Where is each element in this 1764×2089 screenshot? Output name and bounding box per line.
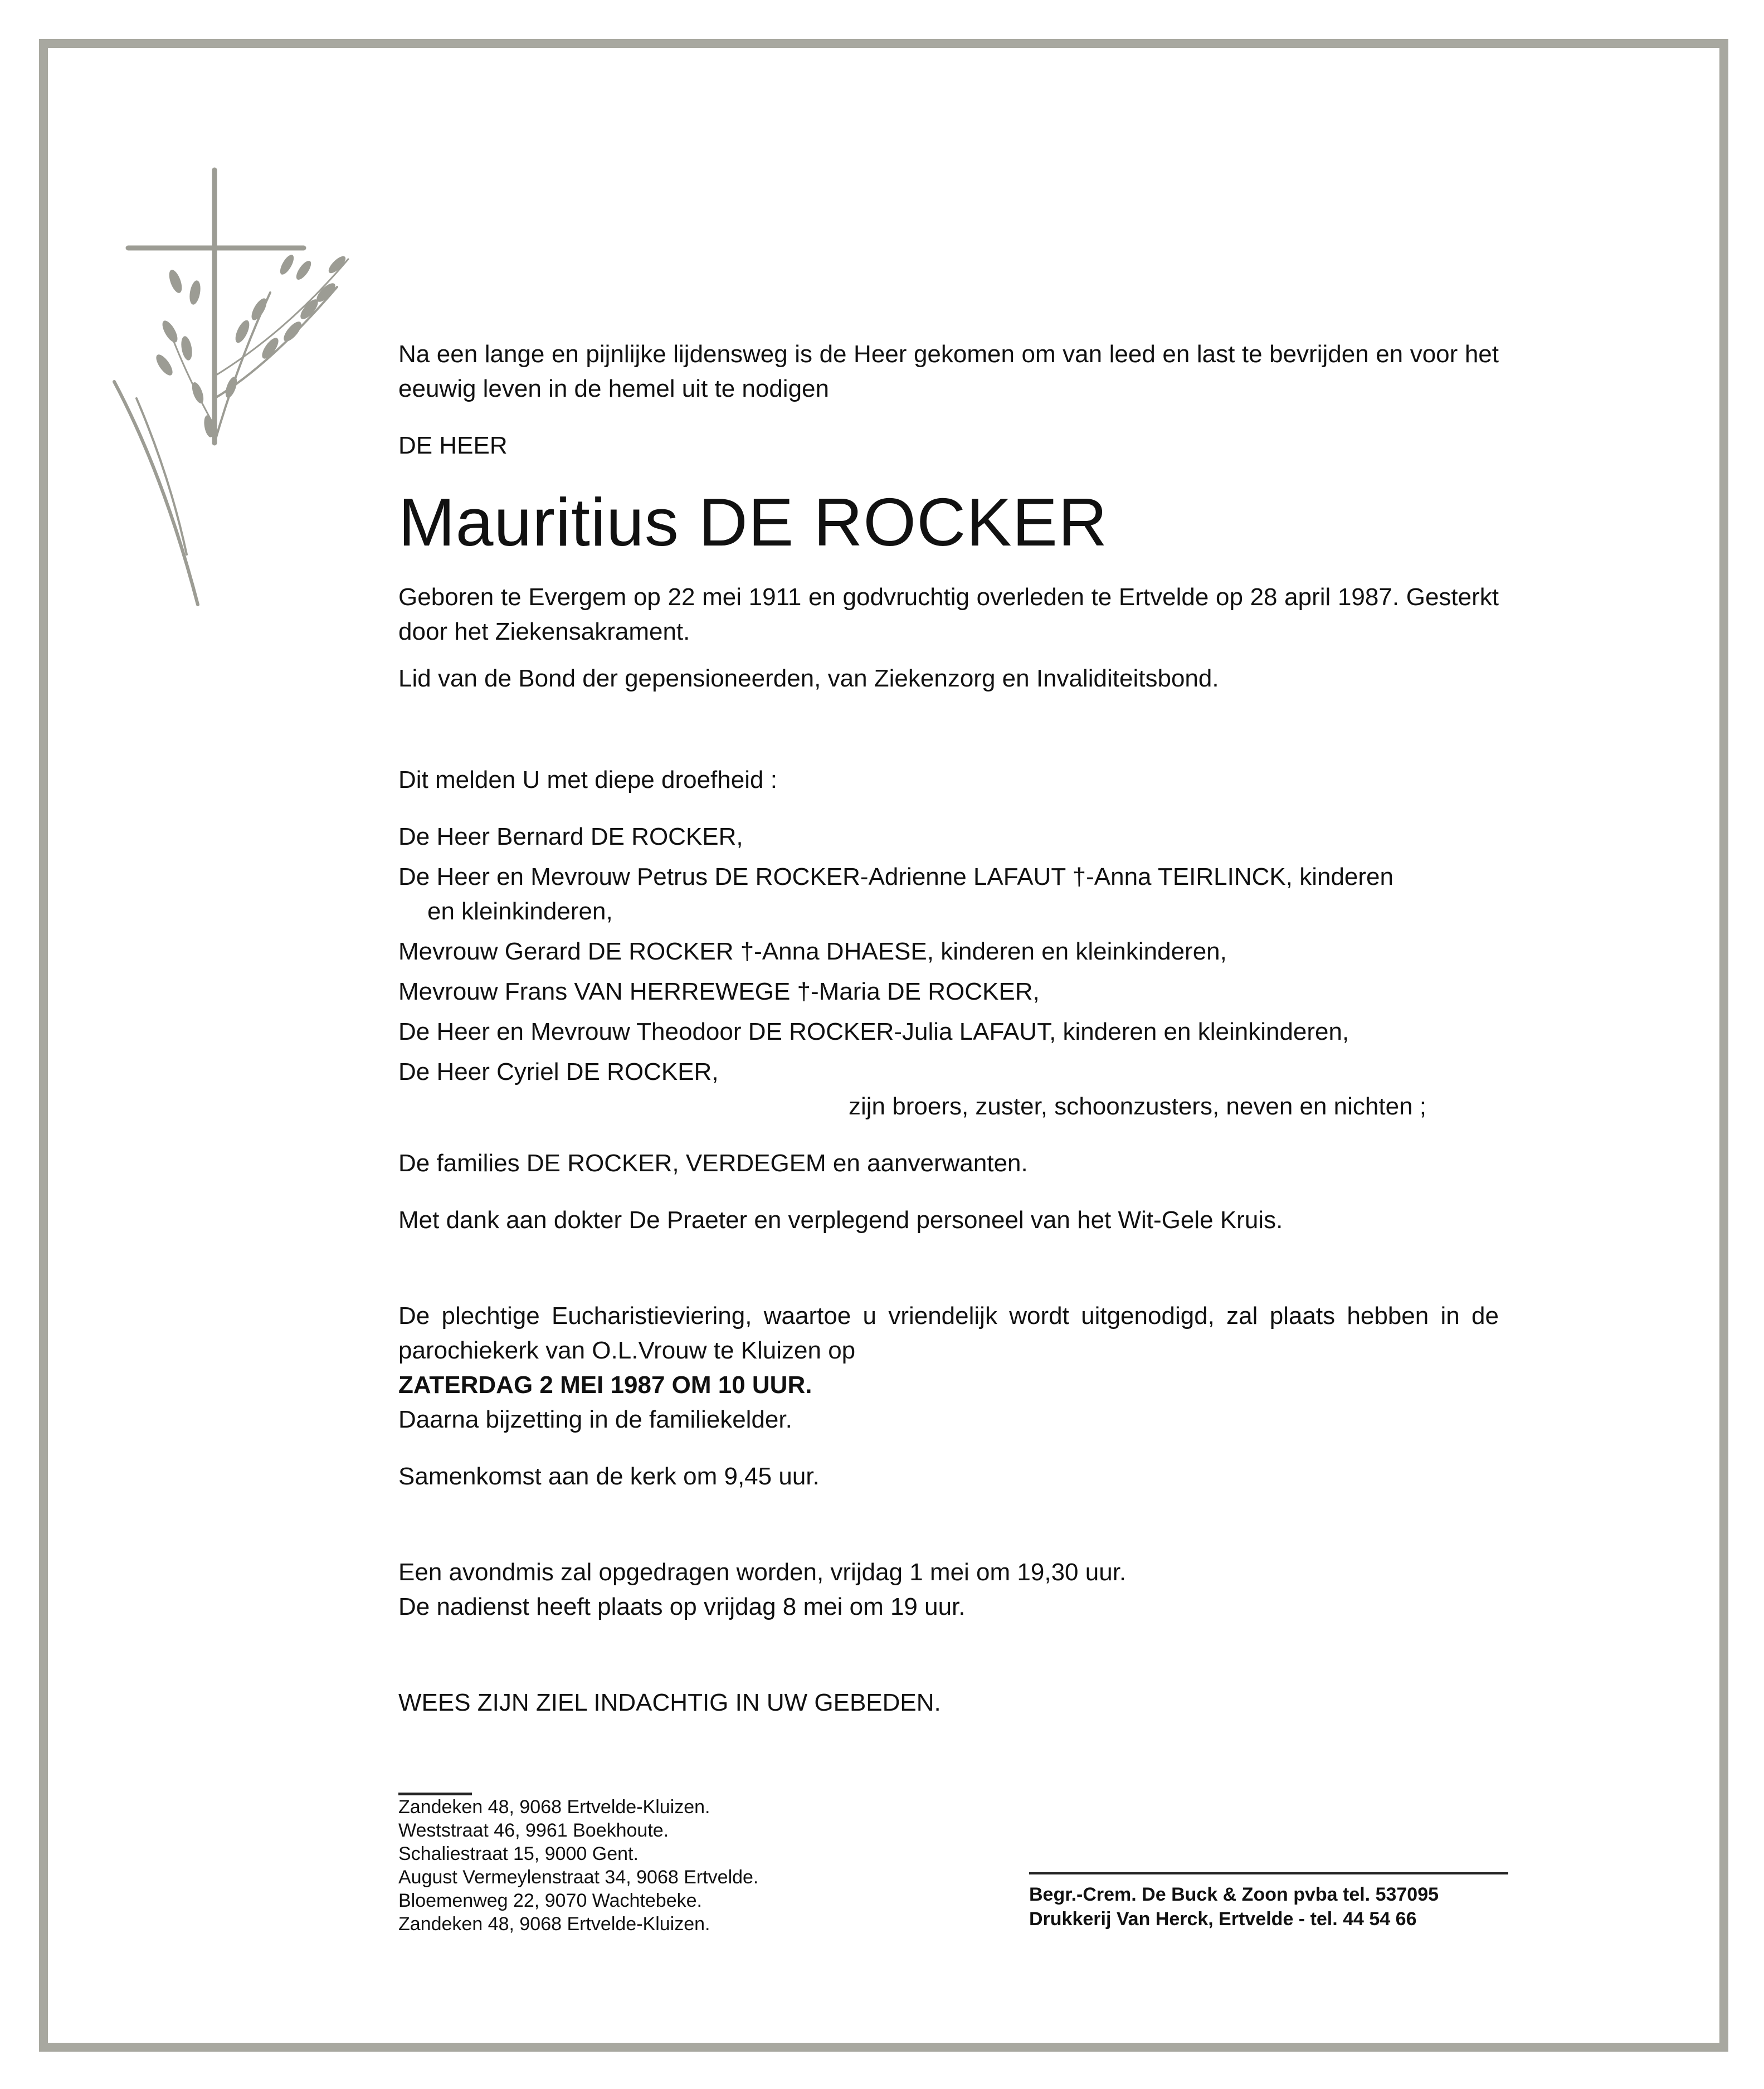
mourner-line: Mevrouw Gerard DE ROCKER †-Anna DHAESE, kinderen en kleinkinderen, <box>398 938 1227 965</box>
service-text: De plechtige Eucharistieviering, waartoe u vriendelijk wordt uitgenodigd, zal plaats hebben in de parochiekerk van O.L.Vrouw te Kluizen op <box>398 1302 1499 1364</box>
service-date: ZATERDAG 2 MEI 1987 OM 10 UUR. <box>398 1371 812 1399</box>
announce-intro: Dit melden U met diepe droefheid : <box>398 766 777 793</box>
membership-text: Lid van de Bond der gepensioneerden, van Ziekenzorg en Invaliditeitsbond. <box>398 665 1219 692</box>
mourner-line: De Heer en Mevrouw Petrus DE ROCKER-Adrienne LAFAUT †-Anna TEIRLINCK, kinderen <box>398 863 1393 890</box>
printer-line: Begr.-Crem. De Buck & Zoon pvba tel. 537095 <box>1029 1884 1439 1905</box>
address-line: Zandeken 48, 9068 Ertvelde-Kluizen. <box>398 1796 710 1818</box>
address-line: Weststraat 46, 9961 Boekhoute. <box>398 1820 669 1841</box>
address-list <box>398 1795 758 1936</box>
mourner-line: De Heer Bernard DE ROCKER, <box>398 823 743 850</box>
printer-info <box>1029 1872 1508 1931</box>
families-text: De families DE ROCKER, VERDEGEM en aanverwanten. <box>398 1150 1028 1177</box>
cross-with-wheat-icon <box>103 164 371 610</box>
mourners-list <box>398 820 1499 1124</box>
burial-text: Daarna bijzetting in de familiekelder. <box>398 1406 792 1433</box>
printer-line: Drukkerij Van Herck, Ertvelde - tel. 44 54 66 <box>1029 1908 1417 1930</box>
evening-mass-text: Een avondmis zal opgedragen worden, vrijdag 1 mei om 19,30 uur. <box>398 1559 1127 1586</box>
thanks-text: Met dank aan dokter De Praeter en verplegend personeel van het Wit-Gele Kruis. <box>398 1206 1283 1234</box>
mourner-line: De Heer en Mevrouw Theodoor DE ROCKER-Julia LAFAUT, kinderen en kleinkinderen, <box>398 1018 1349 1045</box>
address-line: Zandeken 48, 9068 Ertvelde-Kluizen. <box>398 1913 710 1935</box>
relation-text: zijn broers, zuster, schoonzusters, neven en nichten ; <box>849 1093 1427 1120</box>
birth-death-text: Geboren te Evergem op 22 mei 1911 en godvruchtig overleden te Ertvelde op 28 april 1987. Gesterkt door het Ziekensakrament. <box>398 583 1499 645</box>
gathering-text: Samenkomst aan de kerk om 9,45 uur. <box>398 1463 820 1490</box>
deceased-name: Mauritius DE ROCKER <box>398 484 1108 560</box>
intro-text: Na een lange en pijnlijke lijdensweg is de Heer gekomen om van leed en last te bevrijden en voor het eeuwig leven in de hemel uit te nodigen <box>398 340 1499 402</box>
address-line: August Vermeylenstraat 34, 9068 Ertvelde. <box>398 1867 759 1888</box>
honorific: DE HEER <box>398 432 508 459</box>
address-line: Schaliestraat 15, 9000 Gent. <box>398 1843 639 1864</box>
announcement-body <box>398 337 1499 1795</box>
mourner-line: Mevrouw Frans VAN HERREWEGE †-Maria DE ROCKER, <box>398 978 1040 1005</box>
mourner-line: en kleinkinderen, <box>427 898 613 925</box>
mourner-line: De Heer Cyriel DE ROCKER, <box>398 1058 719 1085</box>
address-line: Bloemenweg 22, 9070 Wachtebeke. <box>398 1890 702 1911</box>
closing-text: WEES ZIJN ZIEL INDACHTIG IN UW GEBEDEN. <box>398 1689 941 1716</box>
memorial-text: De nadienst heeft plaats op vrijdag 8 mei om 19 uur. <box>398 1593 966 1620</box>
